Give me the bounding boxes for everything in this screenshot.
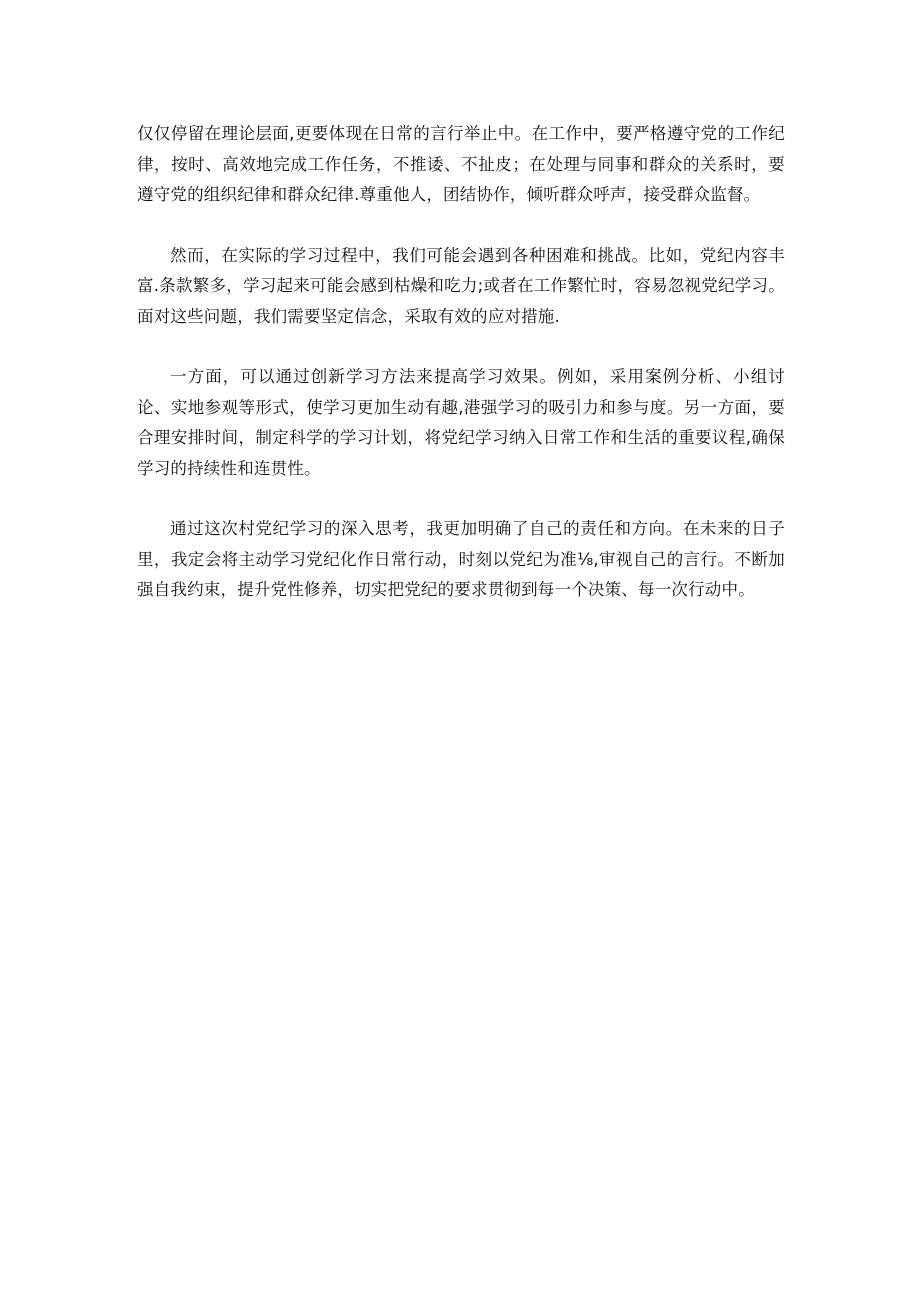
paragraph-3: 一方面，可以通过创新学习方法来提高学习效果。例如，采用案例分析、小组讨论、实地参观等形式，使学习更加生动有趣,港强学习的吸引力和参与度。另一方面，要合理安排时间，制定科学的学习计划，将党纪学习纳入日常工作和生活的重要议程,确保学习的持续性和连贯性。 bbox=[137, 367, 785, 478]
paragraph-4: 通过这次村党纪学习的深入思考，我更加明确了自己的责任和方向。在未来的日子里，我定会将主动学习党纪化作日常行动，时刻以党纪为准⅛,审视自己的言行。不断加强自我约束，提升党性修养，切实把党纪的要求贯彻到每一个决策、每一次行动中。 bbox=[137, 519, 785, 599]
paragraph-2: 然而，在实际的学习过程中，我们可能会遇到各种困难和挑战。比如，党纪内容丰富.条款繁多，学习起来可能会感到枯燥和吃力;或者在工作繁忙时，容易忽视党纪学习。面对这些问题，我们需要坚定信念，采取有效的应对措施. bbox=[137, 245, 785, 326]
document-body bbox=[137, 119, 785, 636]
paragraph-1: 仅仅停留在理论层面,更要体现在日常的言行举止中。在工作中，要严格遵守党的工作纪律，按时、高效地完成工作任务，不推诿、不扯皮；在处理与同事和群众的关系时，要遵守党的组织纪律和群众纪律.尊重他人，团结协作，倾听群众呼声，接受群众监督。 bbox=[137, 124, 785, 204]
